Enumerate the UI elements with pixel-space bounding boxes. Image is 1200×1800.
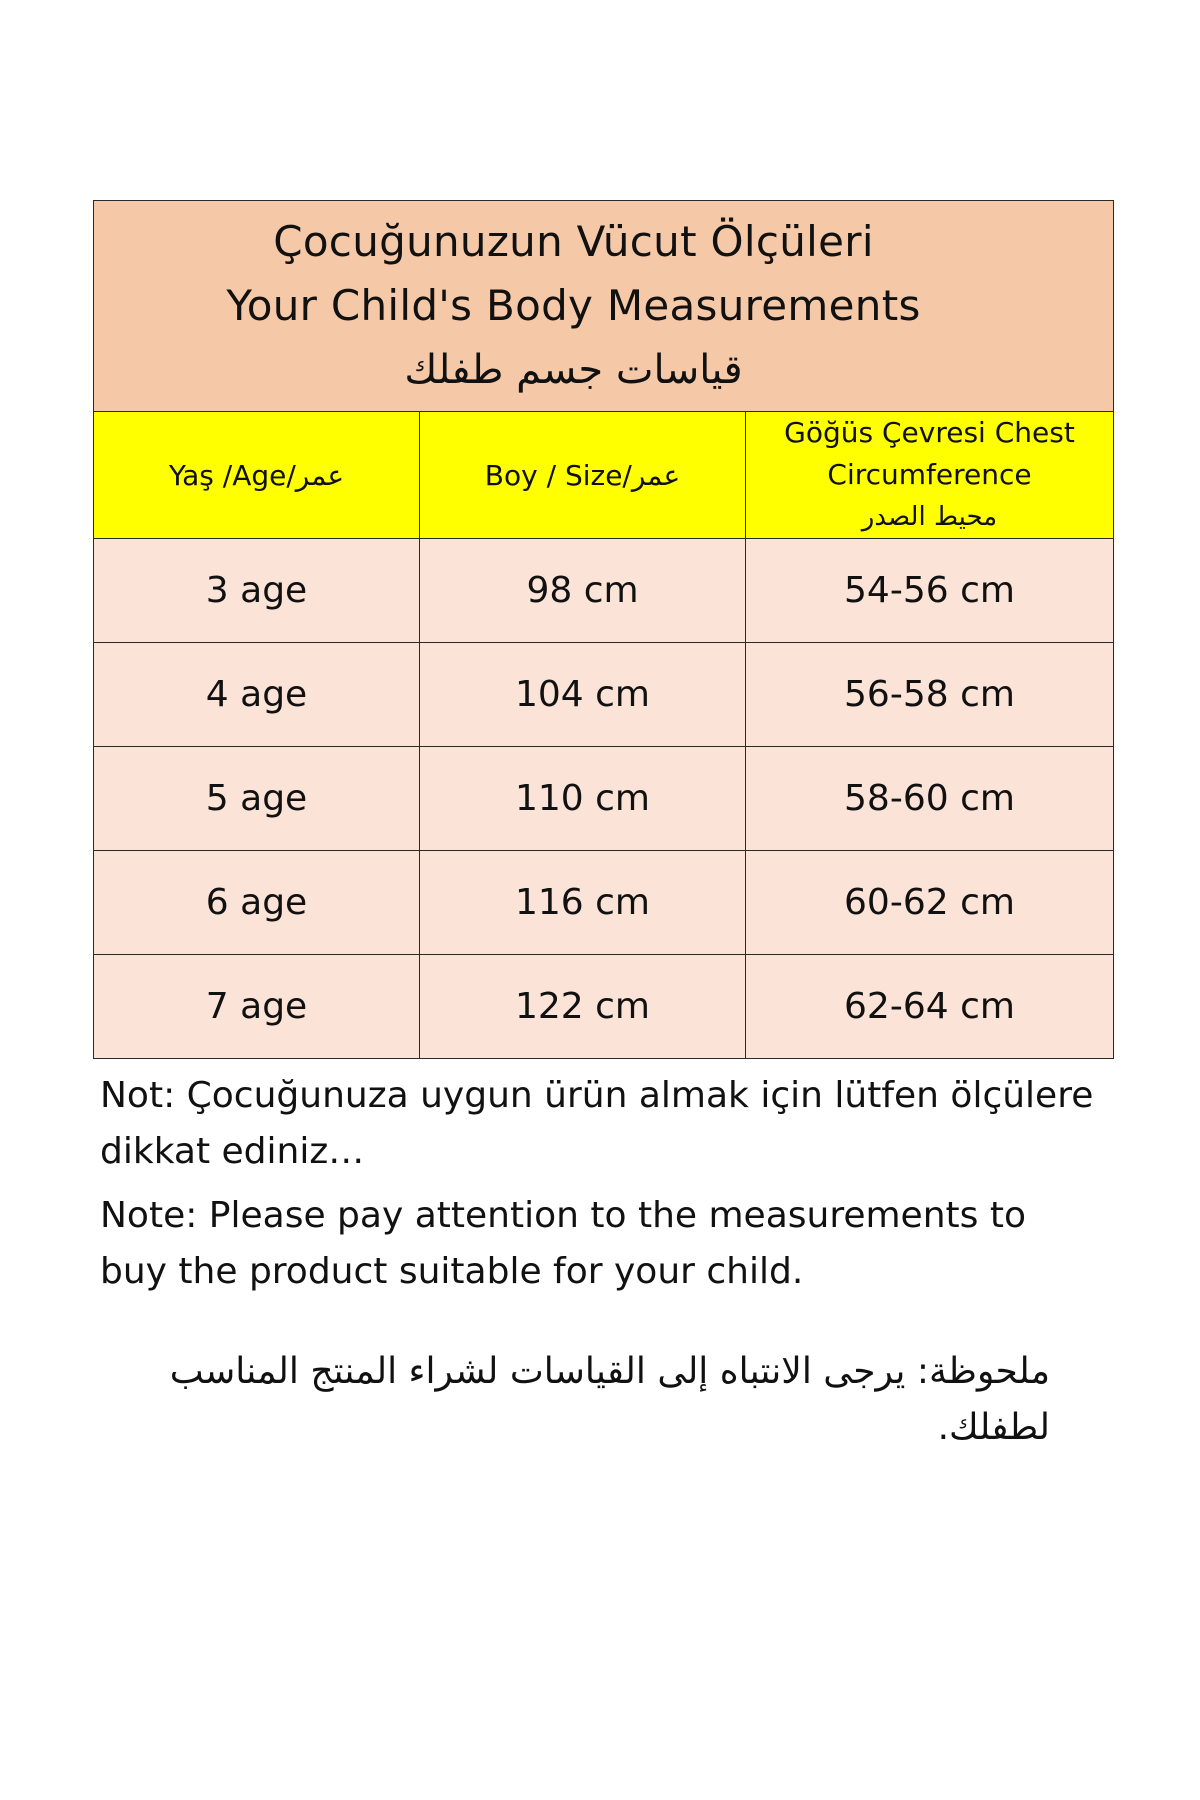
table-row [94, 643, 1114, 747]
header-size-label: Boy / Size/عمر [484, 458, 681, 492]
header-chest-line3: محيط الصدر [861, 502, 998, 532]
header-age-label: Yaş /Age/عمر [168, 458, 345, 492]
header-chest [746, 412, 1114, 539]
table-row [94, 747, 1114, 851]
title-turkish: Çocuğunuzun Vücut Ölçüleri [273, 217, 874, 266]
table-row [94, 851, 1114, 955]
cell-chest: 62-64 cm [746, 955, 1114, 1059]
cell-age: 6 age [94, 851, 420, 955]
cell-chest: 58-60 cm [746, 747, 1114, 851]
cell-chest: 56-58 cm [746, 643, 1114, 747]
cell-size: 116 cm [420, 851, 746, 955]
cell-age: 5 age [94, 747, 420, 851]
title-cell [94, 201, 1114, 412]
header-age [94, 412, 420, 539]
note-turkish: Not: Çocuğunuza uygun ürün almak için lütfen ölçülere dikkat ediniz… [100, 1075, 1094, 1172]
header-chest-line2: Circumference [827, 458, 1032, 491]
cell-chest: 54-56 cm [746, 539, 1114, 643]
header-size [420, 412, 746, 539]
title-english: Your Child's Body Measurements [226, 281, 921, 330]
notes-section [100, 1068, 1100, 1492]
size-chart-table [93, 200, 1114, 1059]
cell-chest: 60-62 cm [746, 851, 1114, 955]
cell-size: 104 cm [420, 643, 746, 747]
title-row [94, 201, 1114, 412]
cell-age: 4 age [94, 643, 420, 747]
cell-size: 122 cm [420, 955, 746, 1059]
note-english: Note: Please pay attention to the measurements to buy the product suitable for your child. [100, 1195, 1026, 1292]
table-row [94, 539, 1114, 643]
note-arabic: ملحوظة: يرجى الانتباه إلى القياسات لشراء المنتج المناسب لطفلك. [169, 1351, 1050, 1448]
title-arabic: قياسات جسم طفلك [404, 347, 743, 393]
cell-age: 7 age [94, 955, 420, 1059]
header-row [94, 412, 1114, 539]
cell-size: 98 cm [420, 539, 746, 643]
table-row [94, 955, 1114, 1059]
cell-age: 3 age [94, 539, 420, 643]
cell-size: 110 cm [420, 747, 746, 851]
header-chest-line1: Göğüs Çevresi Chest [784, 416, 1075, 449]
